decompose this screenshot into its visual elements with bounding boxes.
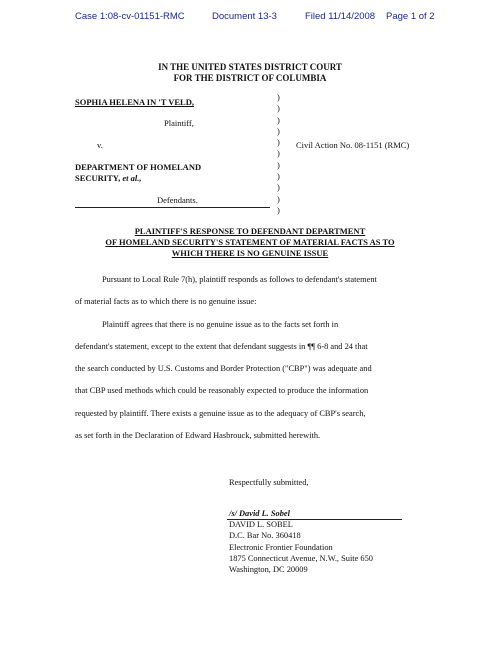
defendant-role: Defendants. — [157, 195, 198, 205]
versus: v. — [97, 140, 103, 150]
closing: Respectfully submitted, — [229, 478, 309, 487]
address-line-2: Washington, DC 20009 — [229, 565, 308, 574]
document-title-line3: WHICH THERE IS NO GENUINE ISSUE — [171, 248, 329, 258]
document-title-line2: OF HOMELAND SECURITY'S STATEMENT OF MATERIAL FACTS AS TO — [105, 237, 395, 247]
plaintiff-name: SOPHIA HELENA IN 'T VELD, — [75, 97, 194, 107]
caption-parentheses: ) ) ) ) ) ) ) ) ) ) ) — [277, 92, 280, 215]
court-name: IN THE UNITED STATES DISTRICT COURT — [158, 62, 342, 72]
document-title-line1: PLAINTIFF'S RESPONSE TO DEFENDANT DEPARTMENT — [134, 226, 366, 236]
paragraph-2-line-1: Plaintiff agrees that there is no genuine issue as to the facts set forth in — [102, 320, 339, 329]
court-district: FOR THE DISTRICT OF COLUMBIA — [173, 73, 327, 83]
paragraph-1-line-2: of material facts as to which there is no genuine issue: — [75, 297, 257, 306]
caption-rule — [75, 207, 270, 208]
case-number: Case 1:08-cv-01151-RMC — [75, 11, 185, 22]
page-count: Page 1 of 2 — [386, 11, 435, 22]
paragraph-2-line-4: that CBP used methods which could be reasonably expected to produce the information — [75, 386, 369, 395]
paragraph-2-line-3: the search conducted by U.S. Customs and Border Protection ("CBP") was adequate and — [75, 364, 372, 373]
paragraph-2-line-2: defendant's statement, except to the extent that defendant suggests in ¶¶ 6-8 and 24 that — [75, 342, 368, 351]
defendant-name-line2: SECURITY, et al., — [75, 173, 142, 183]
filed-date: Filed 11/14/2008 — [305, 11, 376, 22]
civil-action-number: Civil Action No. 08-1151 (RMC) — [296, 140, 410, 150]
address-line-1: 1875 Connecticut Avenue, N.W., Suite 650 — [229, 554, 373, 563]
plaintiff-role: Plaintiff, — [164, 118, 194, 128]
electronic-signature: /s/ David L. Sobel — [229, 509, 290, 518]
paragraph-2-line-6: as set forth in the Declaration of Edward Hasbrouck, submitted herewith. — [75, 431, 321, 440]
document-number: Document 13-3 — [212, 11, 277, 22]
attorney-name: DAVID L. SOBEL — [229, 520, 293, 529]
paragraph-1-line-1: Pursuant to Local Rule 7(h), plaintiff responds as follows to defendant's statement — [102, 275, 377, 284]
bar-number: D.C. Bar No. 360418 — [229, 531, 301, 540]
defendant-name-line1: DEPARTMENT OF HOMELAND — [75, 162, 202, 172]
organization: Electronic Frontier Foundation — [229, 543, 333, 552]
paragraph-2-line-5: requested by plaintiff. There exists a genuine issue as to the adequacy of CBP's search, — [75, 409, 366, 418]
